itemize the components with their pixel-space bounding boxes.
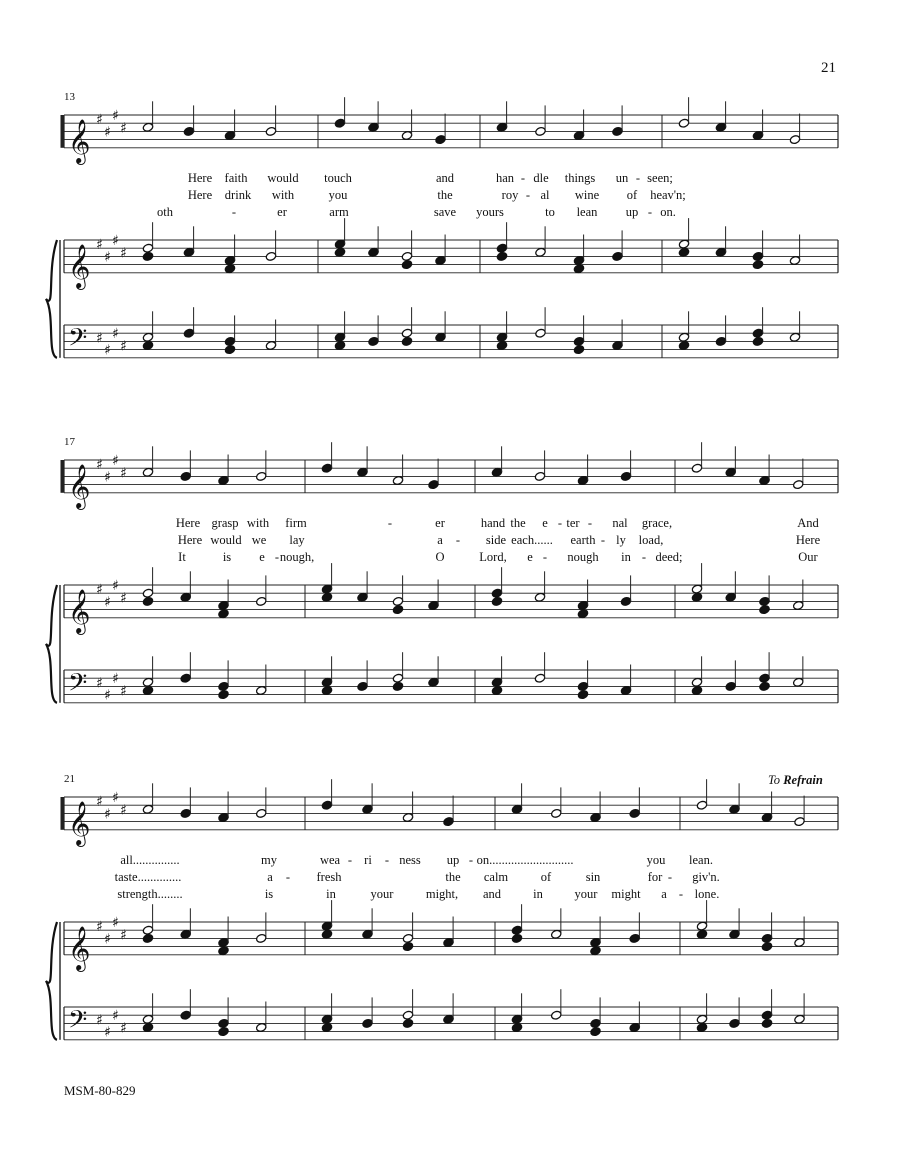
lyric-syllable: a (267, 870, 273, 884)
voice-sharp-icon: ♯ (112, 790, 119, 806)
piano-right-sharp-icon: ♯ (96, 919, 103, 936)
lyric-syllable: - (587, 516, 593, 530)
piano-left-sharp-icon: ♯ (112, 671, 119, 688)
lyric-syllable: taste.............. (114, 870, 182, 884)
piano-left-note (761, 1018, 772, 1028)
piano-right-note (142, 933, 153, 943)
lyric-syllable: - (384, 853, 390, 867)
lyric-syllable: - (542, 550, 548, 564)
voice-note (218, 812, 229, 822)
voice-sharp-icon: ♯ (96, 794, 103, 811)
voice-note (551, 808, 562, 818)
lyric-syllable: a (437, 533, 443, 547)
lyric-syllable: we (251, 533, 267, 547)
lyric-syllable: sin (585, 870, 601, 884)
piano-left-note (443, 1014, 454, 1024)
measure-number: 21 (64, 773, 75, 785)
voice-sharp-icon: ♯ (120, 802, 127, 819)
piano-left-note (218, 1027, 229, 1037)
piano-left-note (696, 1014, 707, 1024)
lyric-syllable: and (435, 171, 455, 185)
piano-left-sharp-icon: ♯ (120, 1020, 127, 1037)
lyric-syllable: Here (175, 516, 201, 530)
piano-right-sharp-icon: ♯ (120, 590, 127, 607)
piano-right-sharp-icon: ♯ (104, 594, 111, 611)
voice-note (629, 808, 640, 818)
piano-right-sharp-icon: ♯ (120, 927, 127, 944)
piano-left-note (696, 1022, 707, 1032)
voice-note (142, 804, 153, 814)
piano-left-note (729, 1018, 740, 1028)
lyric-syllable: is (264, 887, 274, 901)
piano-left-sharp-icon: ♯ (104, 342, 111, 359)
lyric-syllable: ri (364, 853, 372, 867)
piano-left-note (402, 1018, 413, 1028)
piano-right-note (729, 929, 740, 939)
lyric-syllable: of (540, 870, 552, 884)
lyric-syllable: - (387, 516, 393, 530)
voice-sharp-icon: ♯ (96, 112, 103, 129)
piano-right-treble-clef-icon: 𝄞 (68, 243, 91, 288)
lyric-syllable: load, (638, 533, 664, 547)
lyric-syllable: would (210, 533, 242, 547)
lyric-syllable: grace, (641, 516, 673, 530)
measure-number: 17 (64, 436, 75, 448)
piano-left-sharp-icon: ♯ (104, 687, 111, 704)
lyric-syllable: of (626, 188, 638, 202)
lyric-syllable: oth (157, 205, 173, 219)
piano-right-sharp-icon: ♯ (104, 249, 111, 266)
piano-right-note (218, 937, 229, 947)
lyric-syllable: up (625, 205, 639, 219)
piano-right-note (402, 933, 413, 943)
lyric-syllable: a (661, 887, 667, 901)
piano-right-treble-clef-icon: 𝄞 (68, 925, 91, 970)
lyric-syllable: Here (187, 188, 213, 202)
lyric-syllable: and (482, 887, 502, 901)
piano-right-note (511, 925, 522, 935)
voice-note (443, 817, 454, 827)
lyric-syllable: earth (570, 533, 596, 547)
lyric-syllable: wea (319, 853, 341, 867)
lyric-syllable: Here (187, 171, 213, 185)
piano-left-sharp-icon: ♯ (112, 1008, 119, 1025)
voice-sharp-icon: ♯ (112, 453, 119, 469)
brace-icon (46, 922, 57, 1040)
lyric-syllable: with (246, 516, 270, 530)
lyric-syllable: drink (224, 188, 252, 202)
piano-left-note (511, 1014, 522, 1024)
lyric-syllable: with (271, 188, 295, 202)
piano-left-note (590, 1018, 601, 1028)
piano-left-bass-clef-icon: 𝄢 (68, 1005, 88, 1041)
lyric-syllable: - (525, 188, 531, 202)
piano-right-treble-clef-icon: 𝄞 (68, 588, 91, 633)
lyric-syllable: - (520, 171, 526, 185)
piano-right-sharp-icon: ♯ (120, 245, 127, 262)
voice-sharp-icon: ♯ (104, 124, 111, 141)
lyric-verse-1 (0, 853, 900, 869)
piano-right-note (590, 937, 601, 947)
piano-right-note (443, 937, 454, 947)
piano-left-sharp-icon: ♯ (104, 1024, 111, 1041)
piano-right-note (321, 921, 332, 931)
piano-left-note (794, 1014, 805, 1024)
lyric-syllable: you (646, 853, 666, 867)
lyric-syllable: wine (574, 188, 600, 202)
piano-right-sharp-icon: ♯ (104, 931, 111, 948)
lyric-verse-2 (0, 870, 900, 886)
voice-sharp-icon: ♯ (112, 108, 119, 124)
piano-left-note (142, 1022, 153, 1032)
lyric-syllable: the (437, 188, 453, 202)
voice-note (256, 808, 267, 818)
lyric-syllable: - (455, 533, 461, 547)
voice-note (590, 812, 601, 822)
lyric-syllable: roy (501, 188, 519, 202)
page-number: 21 (821, 60, 836, 76)
lyric-syllable: heav'n; (650, 188, 686, 202)
lyric-syllable: hand (480, 516, 506, 530)
piano-left-note (180, 1010, 191, 1020)
lyric-syllable: giv'n. (692, 870, 720, 884)
piano-right-sharp-icon: ♯ (96, 237, 103, 254)
lyric-syllable: - (285, 870, 291, 884)
piano-left-note (551, 1010, 562, 1020)
lyric-verse-3 (0, 887, 900, 903)
piano-left-note (362, 1018, 373, 1028)
voice-note (511, 804, 522, 814)
piano-left-note (590, 1027, 601, 1037)
lyric-syllable: And (797, 516, 819, 530)
piano-left-note (511, 1022, 522, 1032)
voice-note (362, 804, 373, 814)
piano-right-note (629, 933, 640, 943)
lyric-syllable: - (678, 887, 684, 901)
lyric-syllable: - (347, 853, 353, 867)
direction-prefix: To (768, 773, 784, 787)
lyric-syllable: nal (612, 516, 628, 530)
lyric-syllable: - (641, 550, 647, 564)
voice-sharp-icon: ♯ (120, 120, 127, 137)
lyric-syllable: grasp (211, 516, 239, 530)
piano-left-note (761, 1010, 772, 1020)
lyric-syllable: in (621, 550, 631, 564)
piano-right-note (362, 929, 373, 939)
lyric-syllable: er (435, 516, 445, 530)
lyric-syllable: - (647, 205, 653, 219)
piano-right-note (696, 921, 707, 931)
voice-sharp-icon: ♯ (96, 457, 103, 474)
piano-right-note (761, 933, 772, 943)
lyric-syllable: arm (329, 205, 349, 219)
lyric-syllable: might, (425, 887, 459, 901)
piano-right-note (551, 929, 562, 939)
lyric-syllable: for (647, 870, 663, 884)
lyric-syllable: up (446, 853, 460, 867)
lyric-syllable: fresh (316, 870, 342, 884)
piano-left-sharp-icon: ♯ (96, 330, 103, 347)
lyric-syllable: each...... (511, 533, 553, 547)
lyric-syllable: on. (660, 205, 676, 219)
piano-right-note (511, 933, 522, 943)
lyric-syllable: my (261, 853, 277, 867)
piano-right-note (402, 942, 413, 952)
piano-right-sharp-icon: ♯ (96, 582, 103, 599)
voice-sharp-icon: ♯ (120, 465, 127, 482)
footer-code: MSM-80-829 (64, 1083, 136, 1098)
lyric-syllable: nough (567, 550, 599, 564)
lyric-syllable: things (564, 171, 596, 185)
to-refrain-direction (768, 773, 823, 788)
lyric-syllable: lone. (694, 887, 720, 901)
lyric-syllable: to (545, 205, 555, 219)
lyric-syllable: might (611, 887, 641, 901)
lyric-syllable: faith (224, 171, 248, 185)
lyric-syllable: firm (285, 516, 307, 530)
lyric-syllable: your (370, 887, 394, 901)
piano-left-sharp-icon: ♯ (96, 1012, 103, 1029)
lyric-syllable: er (277, 205, 287, 219)
lyric-syllable: Here (177, 533, 203, 547)
measure-number: 13 (64, 91, 75, 103)
lyric-syllable: e (542, 516, 548, 530)
piano-right-note (761, 942, 772, 952)
piano-right-note (218, 946, 229, 956)
lyric-syllable: dle (533, 171, 549, 185)
lyric-syllable: - (600, 533, 606, 547)
lyric-syllable: - (557, 516, 563, 530)
piano-left-note (218, 1018, 229, 1028)
lyric-syllable: O (435, 550, 445, 564)
piano-left-note (142, 1014, 153, 1024)
piano-left-sharp-icon: ♯ (112, 326, 119, 343)
lyric-syllable: on........................... (476, 853, 574, 867)
piano-right-note (180, 929, 191, 939)
piano-right-note (696, 929, 707, 939)
piano-left-bass-clef-icon: 𝄢 (68, 323, 88, 359)
piano-left-sharp-icon: ♯ (96, 675, 103, 692)
lyric-syllable: touch (324, 171, 352, 185)
lyric-syllable: han (495, 171, 515, 185)
lyric-syllable: in (326, 887, 336, 901)
piano-left-bass-clef-icon: 𝄢 (68, 668, 88, 704)
lyric-syllable: Lord, (479, 550, 507, 564)
piano-left-note (629, 1022, 640, 1032)
piano-right-sharp-icon: ♯ (112, 915, 119, 931)
piano-left-note (402, 1010, 413, 1020)
lyric-syllable: lean (576, 205, 598, 219)
lyric-syllable: in (533, 887, 543, 901)
voice-note (180, 808, 191, 818)
piano-right-note (321, 929, 332, 939)
lyric-syllable: al (540, 188, 550, 202)
lyric-syllable: the (445, 870, 461, 884)
lyric-syllable: - (468, 853, 474, 867)
voice-note (794, 817, 805, 827)
lyric-syllable: Here (795, 533, 821, 547)
lyric-syllable: yours (476, 205, 504, 219)
lyric-syllable: - (635, 171, 641, 185)
voice-note (696, 800, 707, 810)
piano-left-note (321, 1014, 332, 1024)
piano-right-note (142, 925, 153, 935)
lyric-syllable: e (259, 550, 265, 564)
lyric-syllable: lean. (689, 853, 713, 867)
voice-treble-clef-icon: 𝄞 (68, 463, 91, 508)
piano-left-note (321, 1022, 332, 1032)
direction-label: Refrain (783, 773, 823, 787)
lyric-syllable: - (667, 870, 673, 884)
voice-sharp-icon: ♯ (104, 469, 111, 486)
lyric-syllable: you (328, 188, 348, 202)
lyric-syllable: - (274, 550, 280, 564)
lyric-syllable: nough, (279, 550, 315, 564)
lyric-syllable: save (433, 205, 457, 219)
lyric-syllable: ter (566, 516, 580, 530)
lyric-syllable: ness (399, 853, 421, 867)
lyric-syllable: Our (798, 550, 818, 564)
lyric-syllable: all............... (120, 853, 180, 867)
lyric-syllable: e (527, 550, 533, 564)
piano-left-sharp-icon: ♯ (120, 338, 127, 355)
voice-treble-clef-icon: 𝄞 (68, 800, 91, 845)
piano-right-note (794, 937, 805, 947)
piano-right-note (590, 946, 601, 956)
lyric-syllable: calm (483, 870, 509, 884)
lyric-syllable: ly (616, 533, 626, 547)
voice-sharp-icon: ♯ (104, 806, 111, 823)
piano-left-sharp-icon: ♯ (120, 683, 127, 700)
lyric-syllable: the (510, 516, 526, 530)
voice-note (321, 800, 332, 810)
lyric-syllable: lay (289, 533, 305, 547)
lyric-syllable: your (574, 887, 598, 901)
voice-note (402, 812, 413, 822)
voice-note (729, 804, 740, 814)
voice-treble-clef-icon: 𝄞 (68, 118, 91, 163)
lyric-syllable: is (222, 550, 232, 564)
lyric-syllable: un (615, 171, 629, 185)
piano-right-sharp-icon: ♯ (112, 233, 119, 249)
lyric-syllable: seen; (647, 171, 673, 185)
lyric-syllable: It (178, 550, 186, 564)
piano-left-note (256, 1022, 267, 1032)
lyric-syllable: - (231, 205, 237, 219)
lyric-syllable: deed; (655, 550, 683, 564)
lyric-syllable: would (267, 171, 299, 185)
lyric-syllable: strength........ (117, 887, 183, 901)
lyric-syllable: side (485, 533, 507, 547)
piano-right-sharp-icon: ♯ (112, 578, 119, 594)
piano-right-note (256, 933, 267, 943)
voice-note (761, 812, 772, 822)
